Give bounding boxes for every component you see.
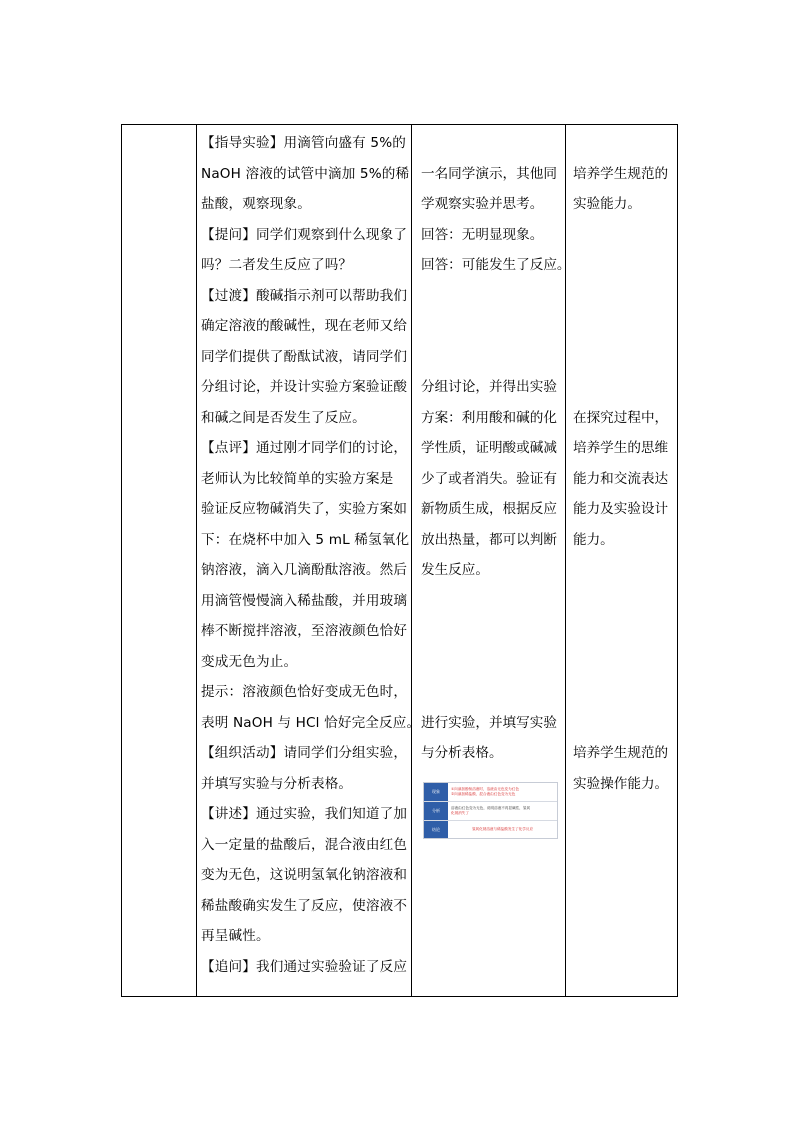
column-divider — [196, 125, 197, 996]
mini-row-conclusion — [424, 821, 557, 838]
mini-row-phenomenon — [424, 783, 557, 802]
intent-line: 能力及实验设计 — [573, 501, 669, 517]
teacher-line: 【提问】同学们观察到什么现象了 — [201, 226, 408, 243]
student-activity-column — [421, 128, 571, 769]
teacher-line: 【组织活动】请同学们分组实验， — [201, 745, 408, 761]
mini-text-line: ②向滴加稀盐酸，混合液由红色变为无色 — [451, 792, 516, 796]
intent-line: 能力和交流表达 — [573, 470, 669, 487]
teacher-line: NaOH 溶液的试管中滴加 5%的稀 — [201, 165, 410, 182]
mini-label: 现象 — [424, 783, 448, 801]
teacher-line: 验证反应物碱消失了，实验方案如 — [201, 501, 408, 517]
intent-line: 实验操作能力。 — [573, 775, 669, 792]
student-line: 少了或者消失。验证有 — [421, 470, 557, 487]
student-line: 放出热量，都可以判断 — [421, 531, 557, 548]
lesson-table — [121, 124, 678, 997]
student-line: 与分析表格。 — [421, 745, 503, 761]
intent-line: 培养学生的思维 — [573, 440, 669, 456]
teacher-line: 分组讨论，并设计实验方案验证酸 — [201, 379, 408, 395]
student-line: 一名同学演示，其他同 — [421, 165, 557, 182]
teacher-line: 入一定量的盐酸后，混合液由红色 — [201, 836, 408, 853]
student-line: 回答：无明显现象。 — [421, 226, 544, 243]
student-line: 进行实验，并填写实验 — [421, 714, 557, 731]
mini-label: 结论 — [424, 821, 448, 838]
intent-line: 能力。 — [573, 531, 614, 548]
teacher-line: 提示：溶液颜色恰好变成无色时， — [201, 684, 408, 700]
mini-text-line: ①向滴加酚酞溶液时，溶液由无色变为红色 — [451, 787, 519, 791]
intent-line: 培养学生规范的 — [573, 745, 669, 761]
teacher-line: 盐酸，观察现象。 — [201, 196, 311, 212]
teacher-line: 钠溶液，滴入几滴酚酞溶液。然后 — [201, 562, 408, 578]
teacher-line: 同学们提供了酚酞试液，请同学们 — [201, 348, 408, 365]
mini-text-line: 氢氧化钠溶液与稀盐酸发生了化学反应 — [471, 827, 534, 831]
mini-text-line: 化钠消失了 — [451, 811, 469, 815]
teacher-line: 【指导实验】用滴管向盛有 5%的 — [201, 135, 407, 151]
student-line: 回答：可能发生了反应。 — [421, 257, 571, 273]
teacher-line: 【追问】我们通过实验验证了反应 — [201, 958, 408, 975]
student-line: 学性质，证明酸或碱减 — [421, 440, 557, 456]
teacher-line: 下：在烧杯中加入 5 mL 稀氢氧化 — [201, 531, 410, 548]
teacher-activity-column — [201, 128, 421, 982]
teacher-line: 【点评】通过刚才同学们的讨论， — [201, 440, 408, 456]
teacher-line: 用滴管慢慢滴入稀盐酸，并用玻璃 — [201, 592, 408, 609]
teacher-line: 【过渡】酸碱指示剂可以帮助我们 — [201, 287, 408, 304]
teacher-line: 并填写实验与分析表格。 — [201, 775, 353, 792]
student-line: 发生反应。 — [421, 562, 489, 578]
mini-row-analysis — [424, 802, 557, 821]
column-divider — [411, 125, 412, 996]
student-line: 学观察实验并思考。 — [421, 196, 544, 212]
mini-label: 分析 — [424, 802, 448, 820]
teacher-line: 变为无色，这说明氢氧化钠溶液和 — [201, 867, 408, 883]
student-line: 方案：利用酸和碱的化 — [421, 409, 557, 426]
teacher-line: 棒不断搅拌溶液，至溶液颜色恰好 — [201, 623, 408, 639]
teacher-line: 再呈碱性。 — [201, 928, 270, 944]
teacher-line: 老师认为比较简单的实验方案是 — [201, 470, 394, 487]
intent-line: 培养学生规范的 — [573, 165, 669, 182]
teacher-line: 变成无色为止。 — [201, 653, 298, 670]
teacher-line: 稀盐酸确实发生了反应，使溶液不 — [201, 897, 408, 914]
teacher-line: 确定溶液的酸碱性，现在老师又给 — [201, 318, 408, 334]
teacher-line: 表明 NaOH 与 HCl 恰好完全反应。 — [201, 714, 421, 731]
intent-line: 在探究过程中， — [573, 409, 669, 426]
teacher-line: 【讲述】通过实验，我们知道了加 — [201, 806, 408, 822]
mini-text-line: 溶液由红色变为无色，说明溶液不再显碱性，氢氧 — [451, 806, 531, 810]
teacher-line: 和碱之间是否发生了反应。 — [201, 409, 366, 426]
student-line: 新物质生成，根据反应 — [421, 501, 557, 517]
teacher-line: 吗？二者发生反应了吗？ — [201, 257, 353, 273]
experiment-analysis-table — [423, 782, 558, 839]
student-line: 分组讨论，并得出实验 — [421, 379, 557, 395]
design-intent-column — [573, 128, 683, 799]
intent-line: 实验能力。 — [573, 196, 641, 212]
